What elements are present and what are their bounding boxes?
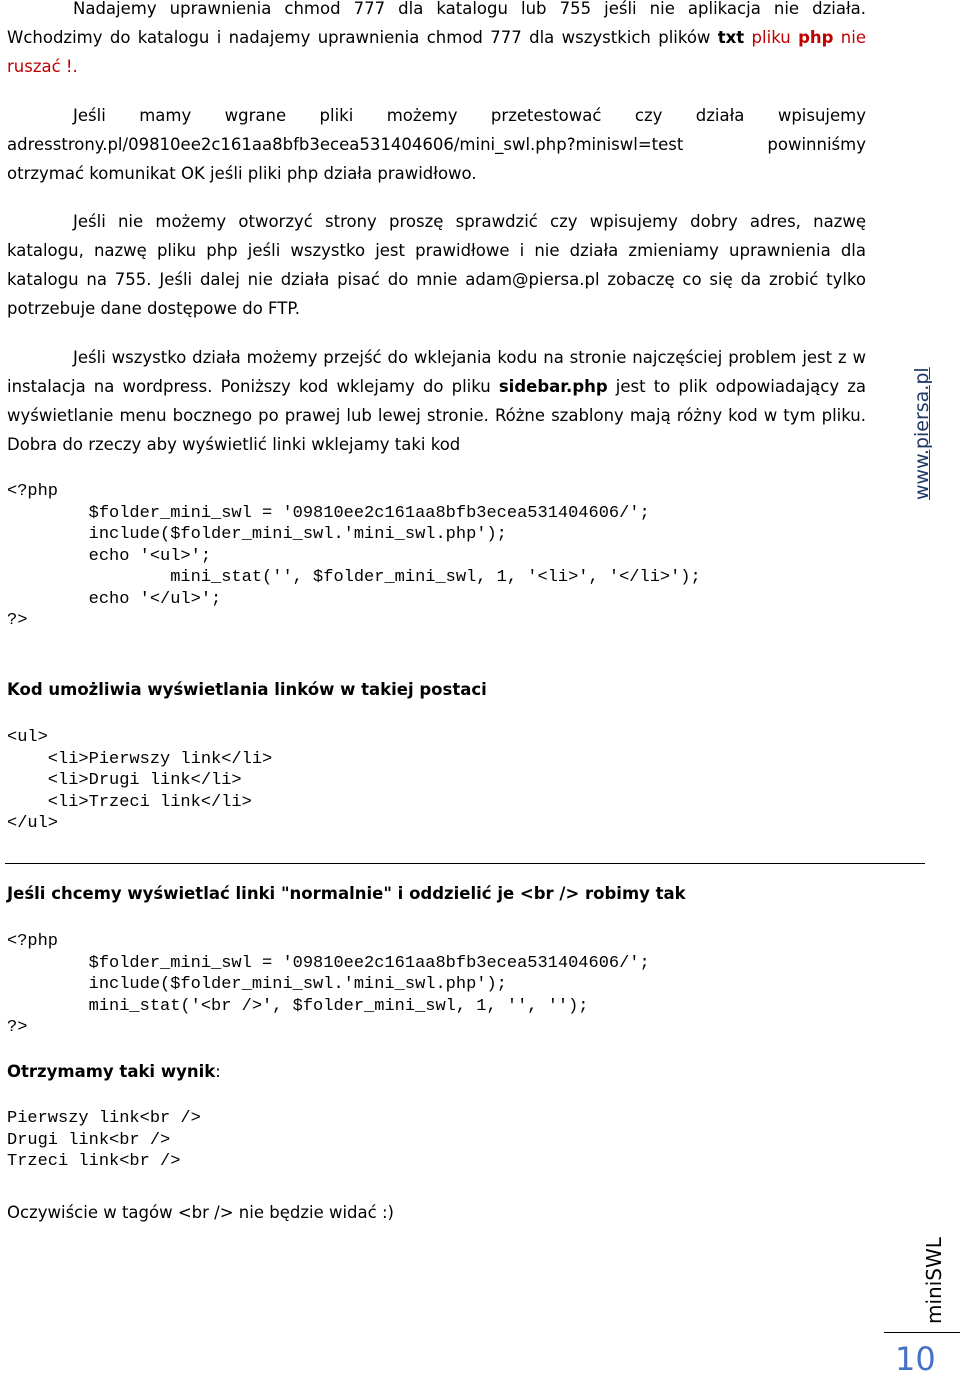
test-paragraph-part-1: Jeśli mamy wgrane pliki możemy przetestować czy działa wpisujemy adresstrony.pl/09810ee2c161aa8bfb3ecea531404606/mini_swl.php?miniswl=test — [7, 106, 866, 154]
heading-result-colon: : — [215, 1062, 221, 1081]
page-number: 10 — [895, 1340, 936, 1378]
code-block-br: <?php $folder_mini_swl = '09810ee2c161aa8bfb3ecea531404606/'; include($folder_mini_swl.'mini_swl.php'); mini_stat('<br />', $folder_mini_swl, 1, '', ''); ?> — [7, 932, 650, 1037]
code-block-br-output: Pierwszy link<br /> Drugi link<br /> Trzeci link<br /> — [7, 1109, 201, 1171]
intro-paragraph — [7, 0, 866, 81]
intro-php-word: php — [798, 28, 834, 47]
horizontal-divider — [5, 863, 925, 864]
footer-divider — [884, 1332, 960, 1333]
install-paragraph — [7, 343, 866, 459]
intro-line-2-start: Wchodzimy do katalogu i nadajemy uprawnienia chmod 777 dla wszystkich plików — [7, 28, 718, 47]
intro-line-2-end: nie ruszać !. — [7, 28, 866, 76]
code-block-list-output: <ul> <li>Pierwszy link</li> <li>Drugi link</li> <li>Trzeci link</li> </ul> — [7, 728, 273, 833]
test-paragraph-part-2: powinniśmy otrzymać komunikat OK jeśli pliki php działa prawidłowo. — [7, 135, 866, 183]
side-website-link[interactable]: www.piersa.pl — [911, 367, 933, 500]
intro-line-2-mid: pliku — [744, 28, 799, 47]
code-block-ul: <?php $folder_mini_swl = '09810ee2c161aa8bfb3ecea531404606/'; include($folder_mini_swl.'mini_swl.php'); echo '<ul>'; mini_stat('', $folder_mini_swl, 1, '<li>', '</li>'); echo '</ul>'; ?> — [7, 482, 701, 630]
side-product-name: miniSWL — [922, 1237, 946, 1324]
trouble-paragraph: Jeśli nie możemy otworzyć strony proszę sprawdzić czy wpisujemy dobry adres, nazwę katalogu, nazwę pliku php jeśli wszystko jest prawidłowe i nie działa zmieniamy uprawnienia dla katalogu na 755. Jeśli dalej nie działa pisać do mnie adam@piersa.pl zobaczę co się da zrobić tylko potrzebuje dane dostępowe do FTP. — [7, 212, 866, 318]
heading-link-format: Kod umożliwia wyświetlania linków w takiej postaci — [7, 680, 487, 699]
sidebar-file-name: sidebar.php — [498, 377, 608, 396]
intro-line-1: Nadajemy uprawnienia chmod 777 dla katalogu lub 755 jeśli nie aplikacja nie działa. — [73, 0, 866, 18]
heading-result-label: Otrzymamy taki wynik — [7, 1062, 216, 1081]
heading-result — [7, 1062, 221, 1081]
test-paragraph — [7, 101, 866, 188]
install-paragraph-part-2: jest to plik odpowiadający za wyświetlanie menu bocznego po prawej lub lewej stronie. Różne szablony mają różny kod w tym pliku. Dobra do rzeczy aby wyświetlić linki wklejamy taki kod — [7, 377, 866, 454]
intro-txt-word: txt — [717, 28, 745, 47]
closing-note: Oczywiście w tagów <br /> nie będzie widać :) — [7, 1203, 394, 1222]
heading-br-format: Jeśli chcemy wyświetlać linki "normalnie" i oddzielić je <br /> robimy tak — [7, 884, 686, 903]
install-paragraph-part-1: Jeśli wszystko działa możemy przejść do wklejania kodu na stronie najczęściej problem jest z w instalacja na wordpress. Poniższy kod wklejamy do pliku — [7, 348, 866, 396]
